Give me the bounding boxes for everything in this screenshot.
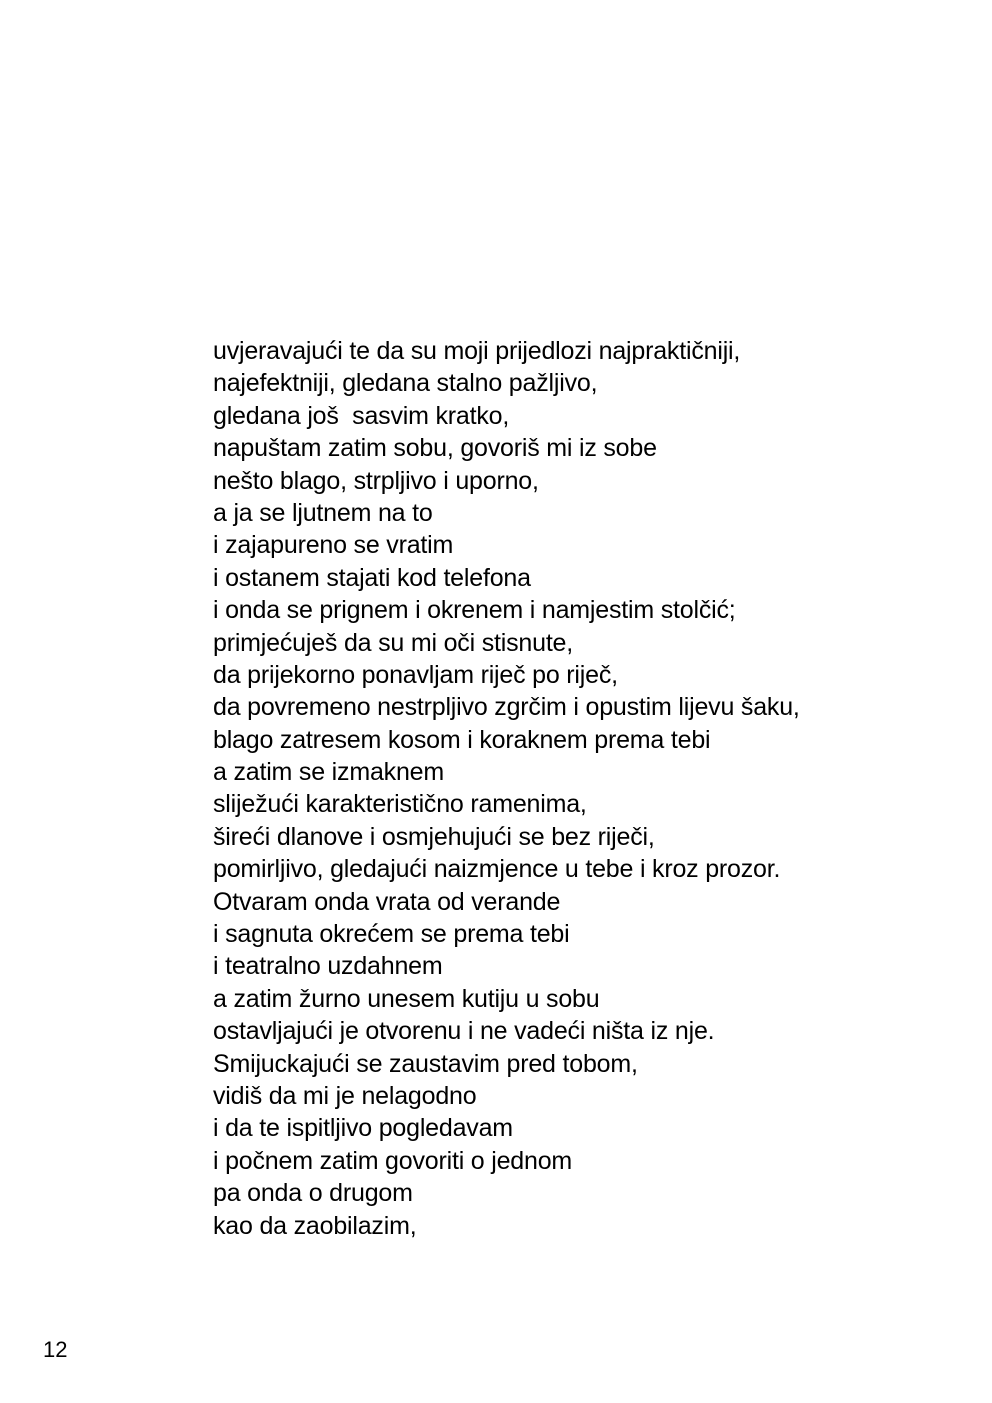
poem-line: uvjeravajući te da su moji prijedlozi najpraktičniji, bbox=[213, 337, 741, 365]
poem-line: nešto blago, strpljivo i uporno, bbox=[213, 466, 539, 495]
poem-line: i teatralno uzdahnem bbox=[213, 952, 443, 981]
poem-line: sliježući karakteristično ramenima, bbox=[213, 790, 587, 819]
poem-line: kao da zaobilazim, bbox=[213, 1211, 417, 1240]
poem-line: a ja se ljutnem na to bbox=[213, 498, 433, 527]
poem-line: pa onda o drugom bbox=[213, 1179, 413, 1208]
poem-line: i onda se prignem i okrenem i namjestim stolčić; bbox=[213, 596, 736, 625]
poem-line: Smijuckajući se zaustavim pred tobom, bbox=[213, 1049, 638, 1078]
poem-line: a zatim žurno unesem kutiju u sobu bbox=[213, 984, 600, 1013]
poem-line: i zajapureno se vratim bbox=[213, 531, 454, 560]
poem-line: ostavljajući je otvorenu i ne vadeći ništa iz nje. bbox=[213, 1017, 715, 1046]
poem-line: da prijekorno ponavljam riječ po riječ, bbox=[213, 660, 618, 689]
poem-line: primjećuješ da su mi oči stisnute, bbox=[213, 628, 574, 657]
poem-line: šireći dlanove i osmjehujući se bez riječi, bbox=[213, 822, 655, 851]
poem-line: napuštam zatim sobu, govoriš mi iz sobe bbox=[213, 434, 657, 463]
poem-line: gledana još sasvim kratko, bbox=[213, 401, 510, 430]
page-number: 12 bbox=[43, 1337, 68, 1362]
poem-line: i počnem zatim govoriti o jednom bbox=[213, 1146, 573, 1175]
poem-text bbox=[213, 335, 800, 1242]
poem-line: pomirljivo, gledajući naizmjence u tebe i kroz prozor. bbox=[213, 855, 781, 884]
poem-line: vidiš da mi je nelagodno bbox=[213, 1081, 477, 1110]
poem-line: da povremeno nestrpljivo zgrčim i opustim lijevu šaku, bbox=[213, 693, 800, 722]
poem-line: blago zatresem kosom i koraknem prema tebi bbox=[213, 725, 711, 754]
poem-line: najefektniji, gledana stalno pažljivo, bbox=[213, 369, 598, 398]
poem-line: i da te ispitljivo pogledavam bbox=[213, 1114, 513, 1143]
poem-line: i ostanem stajati kod telefona bbox=[213, 563, 531, 592]
poem-line: Otvaram onda vrata od verande bbox=[213, 887, 561, 916]
poem-line: i sagnuta okrećem se prema tebi bbox=[213, 920, 570, 949]
poem-line: a zatim se izmaknem bbox=[213, 758, 444, 787]
